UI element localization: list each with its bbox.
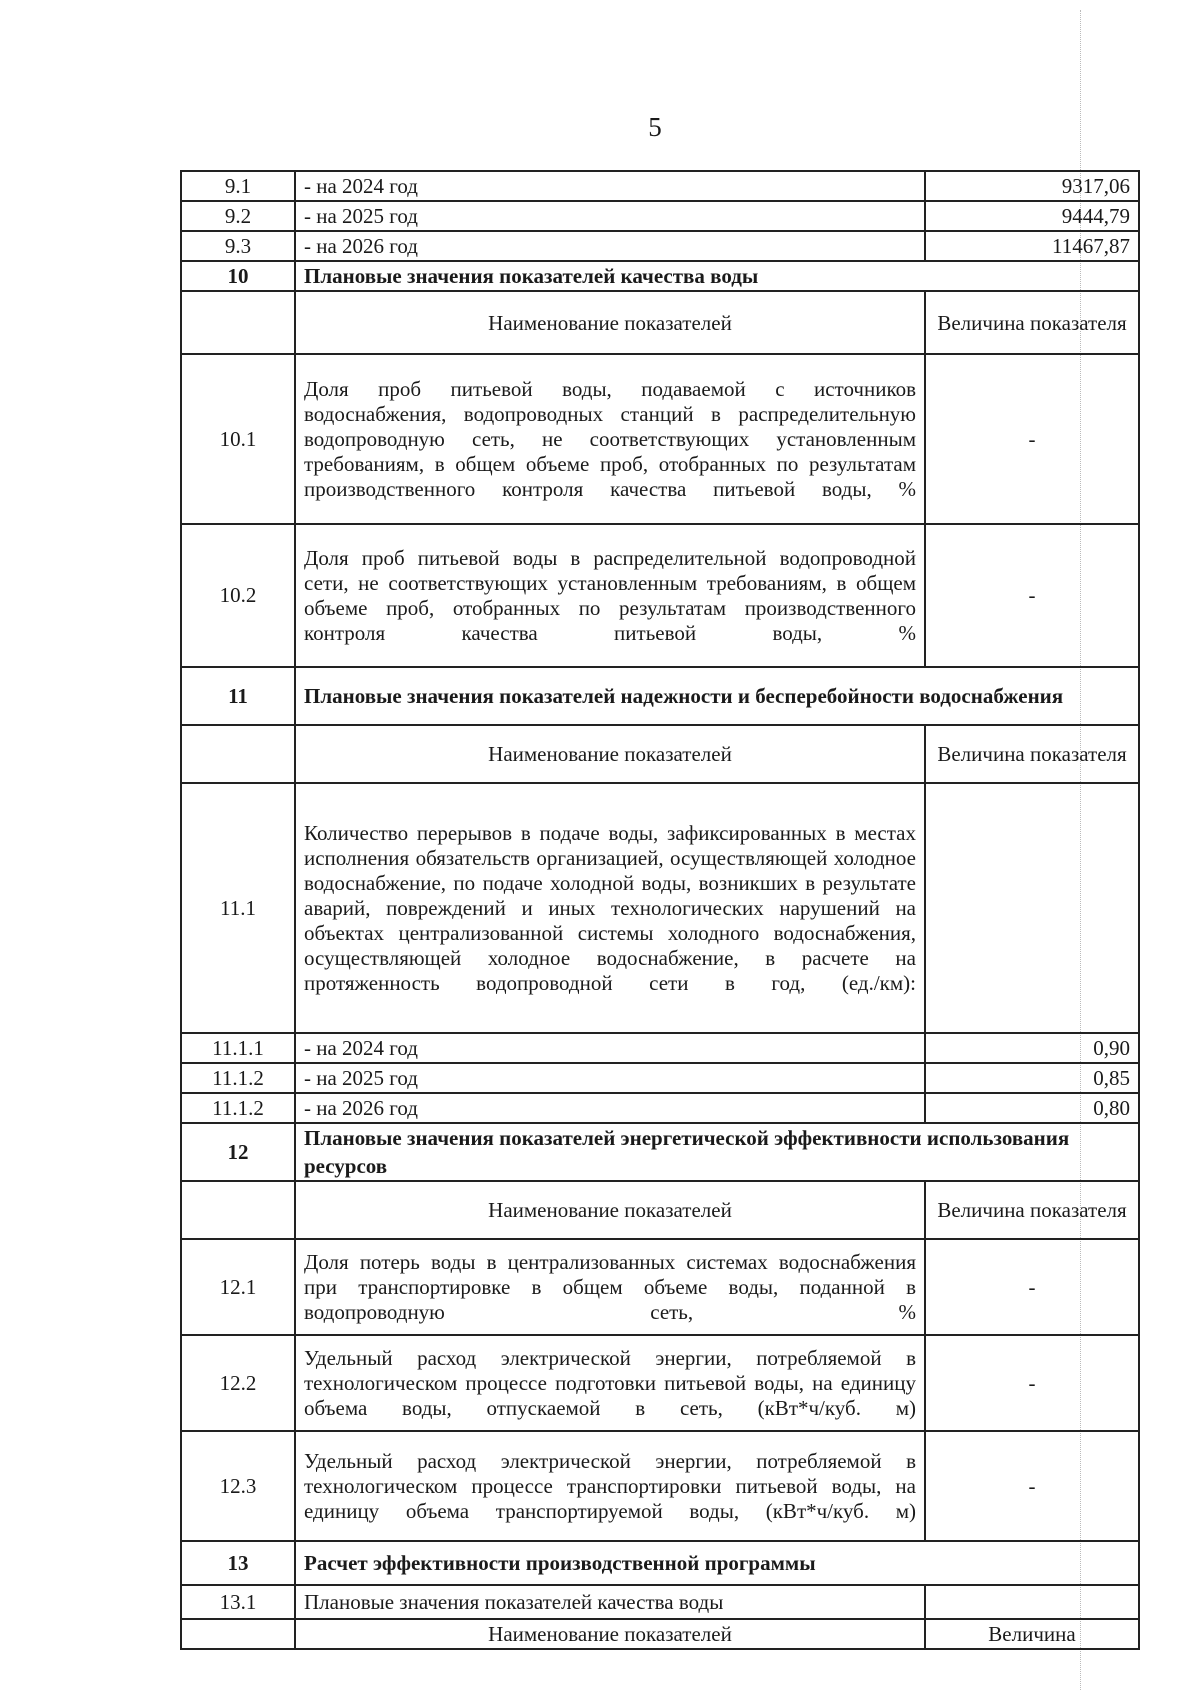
header-name-cell: Наименование показателей <box>295 1619 925 1649</box>
section-title: Расчет эффективности производственной программы <box>295 1541 1139 1585</box>
row-number: 12.3 <box>181 1431 295 1541</box>
row-number: 11.1.2 <box>181 1093 295 1123</box>
row-label: Плановые значения показателей качества воды <box>295 1585 925 1619</box>
row-label: - на 2025 год <box>295 1063 925 1093</box>
row-number: 12.2 <box>181 1335 295 1431</box>
header-empty-cell <box>181 725 295 783</box>
section-number: 13 <box>181 1541 295 1585</box>
row-value: - <box>925 354 1139 524</box>
header-name-cell: Наименование показателей <box>295 725 925 783</box>
row-number: 12.1 <box>181 1239 295 1335</box>
table-row <box>181 1063 1139 1093</box>
row-value: - <box>925 1239 1139 1335</box>
table-row <box>181 1033 1139 1063</box>
row-label: Доля потерь воды в централизованных системах водоснабжения при транспортировке в общем объеме воды, поданной в водопроводную сеть, % <box>295 1239 925 1335</box>
row-number: 10.2 <box>181 524 295 667</box>
row-label: - на 2025 год <box>295 201 925 231</box>
table-row <box>181 171 1139 201</box>
table-row <box>181 1239 1139 1335</box>
row-label: - на 2026 год <box>295 1093 925 1123</box>
section-row <box>181 1541 1139 1585</box>
row-value: 0,90 <box>925 1033 1139 1063</box>
row-label: Количество перерывов в подаче воды, зафиксированных в местах исполнения обязательств организацией, осуществляющей холодное водоснабжение, по подаче холодной воды, возникших в результате аварий, повреждений и иных технологических нарушений на объектах централизованной системы холодного водоснабжения, осуществляющей холодное водоснабжение, в расчете на протяженность водопроводной сети в год, (ед./км): <box>295 783 925 1033</box>
table-row <box>181 201 1139 231</box>
row-value: - <box>925 1431 1139 1541</box>
row-value: - <box>925 1335 1139 1431</box>
row-value <box>925 783 1139 1033</box>
header-name-cell: Наименование показателей <box>295 291 925 354</box>
row-value <box>925 1585 1139 1619</box>
table-row <box>181 783 1139 1033</box>
row-value: 0,85 <box>925 1063 1139 1093</box>
row-number: 11.1.2 <box>181 1063 295 1093</box>
header-value-cell: Величина показателя <box>925 1181 1139 1239</box>
row-label: Доля проб питьевой воды, подаваемой с источников водоснабжения, водопроводных станций в распределительную водопроводную сеть, не соответствующих установленным требованиям, в общем объеме проб, отобранных по результатам производственного контроля качества питьевой воды, % <box>295 354 925 524</box>
row-number: 11.1 <box>181 783 295 1033</box>
table-row <box>181 1585 1139 1619</box>
row-value: 0,80 <box>925 1093 1139 1123</box>
row-number: 9.2 <box>181 201 295 231</box>
section-row <box>181 667 1139 725</box>
column-header-row <box>181 725 1139 783</box>
row-value: - <box>925 524 1139 667</box>
row-number: 11.1.1 <box>181 1033 295 1063</box>
row-number: 9.1 <box>181 171 295 201</box>
row-label: Удельный расход электрической энергии, потребляемой в технологическом процессе подготовки питьевой воды, на единицу объема воды, отпускаемой в сеть, (кВт*ч/куб. м) <box>295 1335 925 1431</box>
section-number: 12 <box>181 1123 295 1181</box>
section-title: Плановые значения показателей энергетической эффективности использования ресурсов <box>295 1123 1139 1181</box>
row-label: - на 2024 год <box>295 1033 925 1063</box>
header-value-cell: Величина <box>925 1619 1139 1649</box>
section-number: 11 <box>181 667 295 725</box>
table-row <box>181 1335 1139 1431</box>
header-empty-cell <box>181 1181 295 1239</box>
section-title: Плановые значения показателей надежности и бесперебойности водоснабжения <box>295 667 1139 725</box>
row-label: - на 2026 год <box>295 231 925 261</box>
row-value: 11467,87 <box>925 231 1139 261</box>
table-row <box>181 1093 1139 1123</box>
section-number: 10 <box>181 261 295 291</box>
row-label: - на 2024 год <box>295 171 925 201</box>
row-value: 9317,06 <box>925 171 1139 201</box>
table-row <box>181 231 1139 261</box>
header-empty-cell <box>181 1619 295 1649</box>
row-number: 9.3 <box>181 231 295 261</box>
row-value: 9444,79 <box>925 201 1139 231</box>
column-header-row <box>181 1619 1139 1649</box>
header-value-cell: Величина показателя <box>925 725 1139 783</box>
row-label: Удельный расход электрической энергии, потребляемой в технологическом процессе транспортировки питьевой воды, на единицу объема транспортируемой воды, (кВт*ч/куб. м) <box>295 1431 925 1541</box>
page-number: 5 <box>648 112 662 142</box>
header-name-cell: Наименование показателей <box>295 1181 925 1239</box>
section-row <box>181 261 1139 291</box>
table-row <box>181 524 1139 667</box>
section-row <box>181 1123 1139 1181</box>
row-number: 13.1 <box>181 1585 295 1619</box>
header-empty-cell <box>181 291 295 354</box>
row-label: Доля проб питьевой воды в распределительной водопроводной сети, не соответствующих установленным требованиям, в общем объеме проб, отобранных по результатам производственного контроля качества питьевой воды, % <box>295 524 925 667</box>
indicators-table <box>180 170 1140 1650</box>
table-row <box>181 1431 1139 1541</box>
row-number: 10.1 <box>181 354 295 524</box>
column-header-row <box>181 1181 1139 1239</box>
table-row <box>181 354 1139 524</box>
section-title: Плановые значения показателей качества воды <box>295 261 1139 291</box>
column-header-row <box>181 291 1139 354</box>
header-value-cell: Величина показателя <box>925 291 1139 354</box>
